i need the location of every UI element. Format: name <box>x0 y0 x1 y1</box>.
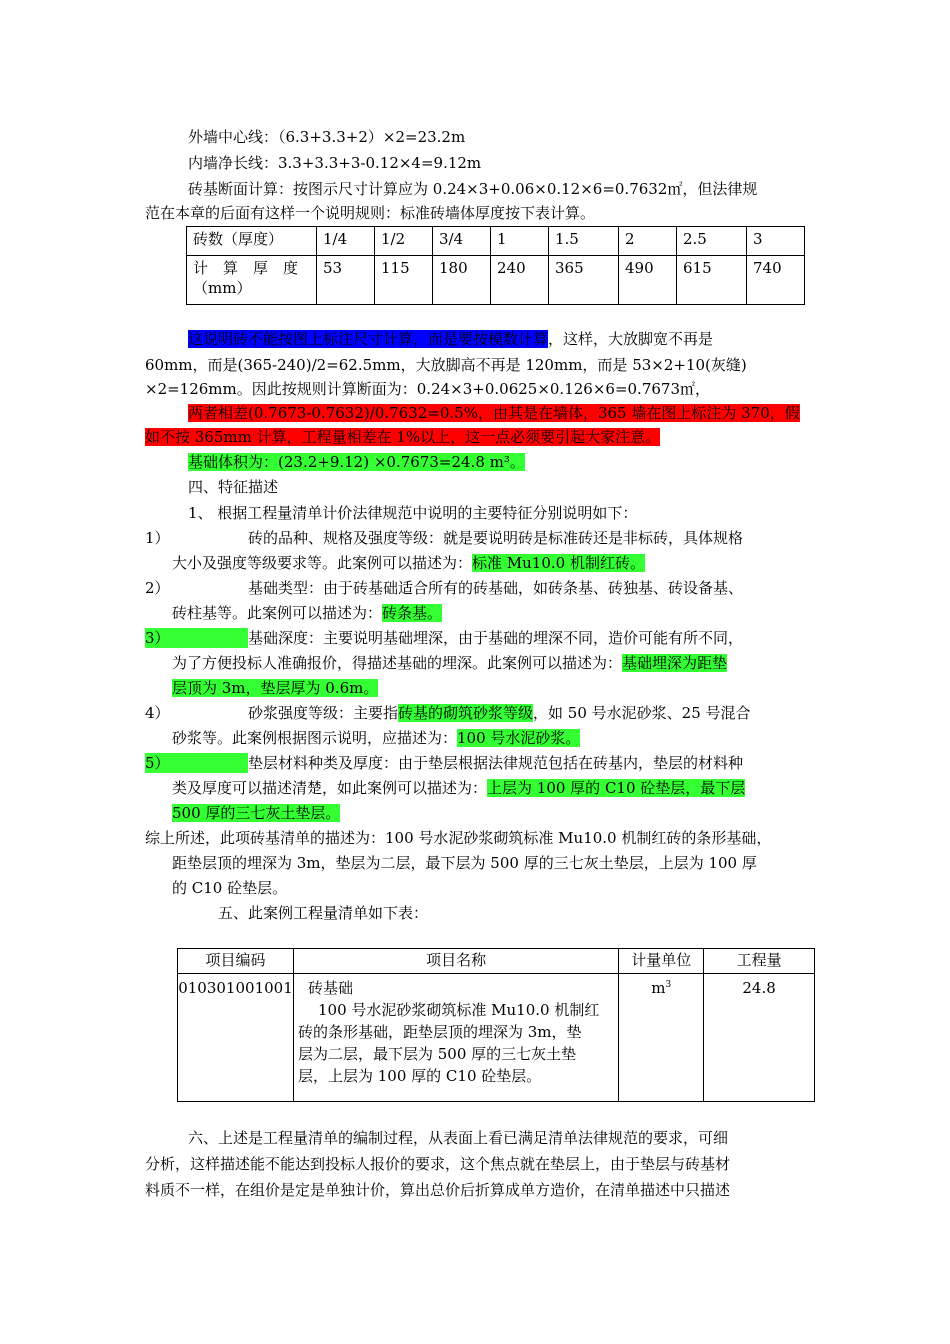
green-highlight: 标准 Mu10.0 机制红砖。 <box>472 554 645 572</box>
green-highlight: 基础埋深为距垫 <box>622 654 728 672</box>
section-calc-line2: 范在本章的后面有这样一个说明规则：标准砖墙体厚度按下表计算。 <box>145 204 596 222</box>
green-highlight: 500 厚的三七灰土垫层。 <box>172 804 341 822</box>
item-desc-line: 砖的条形基础，距垫层顶的埋深为 3m，垫 <box>297 1023 582 1041</box>
unit-exponent: 3 <box>665 980 672 990</box>
table-cell: 365 <box>549 256 619 305</box>
header-quantity: 工程量 <box>704 949 815 974</box>
header-unit: 计量单位 <box>619 949 704 974</box>
text: 砂浆等。此案例根据图示说明，应描述为： <box>172 729 458 747</box>
outer-wall-centerline: 外墙中心线：（6.3+3.3+2）×2=23.2m <box>188 128 466 146</box>
text: ，如 50 号水泥砂浆、25 号混合 <box>533 704 751 722</box>
modulus-note-line3: ×2=126mm。因此按规则计算断面为：0.24×3+0.0625×0.126×6=0.7673㎡， <box>145 380 710 398</box>
item-name <box>293 974 618 1102</box>
unit-base: m <box>651 979 666 997</box>
table-cell: 490 <box>619 256 677 305</box>
summary-line2: 距垫层顶的埋深为 3m，垫层为二层，最下层为 500 厚的三七灰土垫层，上层为 100 厚 <box>172 854 757 872</box>
table-cell: 2.5 <box>677 227 747 256</box>
item-1-num: 1） <box>145 529 170 547</box>
item-4-line1 <box>248 703 751 723</box>
item-desc-line: 层为二层，最下层为 500 厚的三七灰土垫 <box>297 1045 577 1063</box>
item-2-line2 <box>172 603 442 623</box>
table-cell: 3 <box>747 227 805 256</box>
item-5-line2 <box>172 778 745 798</box>
green-highlight: 上层为 100 厚的 C10 砼垫层，最下层 <box>487 779 746 797</box>
difference-note-line1 <box>188 403 800 423</box>
item-code: 010301001001 <box>178 974 294 1102</box>
brick-thickness-table <box>186 226 805 305</box>
header-name: 项目名称 <box>293 949 618 974</box>
bill-of-quantities-table <box>177 948 815 1102</box>
green-highlight: 砖基的砌筑砂浆等级 <box>398 704 534 722</box>
table-row <box>187 256 805 305</box>
item-desc-line: 层，上层为 100 厚的 C10 砼垫层。 <box>297 1067 542 1085</box>
feature-intro: 1、 根据工程量清单计价法律规范中说明的主要特征分别说明如下： <box>188 504 638 522</box>
section-heading-four: 四、特征描述 <box>188 478 279 496</box>
blue-highlight: 这说明砖不能按图上标注尺寸计算，而是要按模数计算 <box>188 330 549 348</box>
item-3-num: 3） <box>145 628 248 648</box>
red-highlight: 如不按 365mm 计算，工程量相差在 1%以上，这一点必须要引起大家注意。 <box>145 428 661 446</box>
section-six-line3: 料质不一样，在组价是定是单独计价，算出总价后折算成单方造价，在清单描述中只描述 <box>145 1181 731 1199</box>
item-2-num: 2） <box>145 579 170 597</box>
text: 砂浆强度等级：主要指 <box>248 704 399 722</box>
table-cell: 砖数（厚度） <box>187 227 317 256</box>
text: 为了方便投标人准确报价，得描述基础的埋深。此案例可以描述为： <box>172 654 623 672</box>
green-highlight: 层顶为 3m，垫层厚为 0.6m。 <box>172 679 379 697</box>
item-1-line2 <box>172 553 645 573</box>
table-row <box>187 227 805 256</box>
item-1-line1: 砖的品种、规格及强度等级：就是要说明砖是标准砖还是非标砖，具体规格 <box>248 529 744 547</box>
text: 砖柱基等。此案例可以描述为： <box>172 604 383 622</box>
item-4-line2 <box>172 728 580 748</box>
text: ，这样，大放脚宽不再是 <box>548 330 714 348</box>
inner-wall-net-length: 内墙净长线：3.3+3.3+3-0.12×4=9.12m <box>188 154 482 172</box>
section-heading-five: 五、此案例工程量清单如下表： <box>218 904 429 922</box>
table-cell: 1/4 <box>317 227 375 256</box>
item-5-line1: 垫层材料种类及厚度：由于垫层根据法律规范包括在砖基内，垫层的材料种 <box>248 754 744 772</box>
section-calc-line1: 砖基断面计算：按图示尺寸计算应为 0.24×3+0.06×0.12×6=0.7632㎡，但法律规 <box>188 180 758 198</box>
table-cell: 115 <box>375 256 433 305</box>
text: 类及厚度可以描述清楚，如此案例可以描述为： <box>172 779 488 797</box>
text: 大小及强度等级要求等。此案例可以描述为： <box>172 554 473 572</box>
header-code: 项目编码 <box>178 949 294 974</box>
summary-line1: 综上所述，此项砖基清单的描述为：100 号水泥砂浆砌筑标准 Mu10.0 机制红砖的条形基础， <box>145 829 772 847</box>
green-highlight: 100 号水泥砂浆。 <box>457 729 581 747</box>
modulus-note-line2: 60mm，而是(365-240)/2=62.5mm，大放脚高不再是 120mm，而是 53×2+10(灰缝) <box>145 356 747 374</box>
thickness-unit: （mm） <box>193 279 252 297</box>
item-3-line2 <box>172 653 727 673</box>
table-cell: 1 <box>491 227 549 256</box>
section-six-line1: 六、上述是工程量清单的编制过程，从表面上看已满足清单法律规范的要求，可细 <box>188 1129 729 1147</box>
table-row <box>178 974 815 1102</box>
summary-line3: 的 C10 砼垫层。 <box>172 879 288 897</box>
table-cell: 615 <box>677 256 747 305</box>
table-cell: 1/2 <box>375 227 433 256</box>
green-highlight: 砖条基。 <box>382 604 443 622</box>
item-2-line1: 基础类型：由于砖基础适合所有的砖基础，如砖条基、砖独基、砖设备基、 <box>248 579 744 597</box>
item-unit <box>619 974 704 1102</box>
item-3-line1: 基础深度：主要说明基础埋深，由于基础的埋深不同，造价可能有所不同， <box>248 629 744 647</box>
item-quantity: 24.8 <box>704 974 815 1102</box>
item-5-num: 5） <box>145 753 248 773</box>
table-cell: 180 <box>433 256 491 305</box>
green-highlight: 基础体积为：(23.2+9.12) ×0.7673=24.8 m³。 <box>188 453 525 471</box>
red-highlight: 两者相差(0.7673-0.7632)/0.7632=0.5%，由其是在墙体，365 墙在图上标注为 370，假 <box>188 404 800 422</box>
table-cell: 53 <box>317 256 375 305</box>
foundation-volume <box>188 452 525 472</box>
table-cell: 1.5 <box>549 227 619 256</box>
item-title: 砖基础 <box>307 979 353 997</box>
difference-note-line2 <box>145 427 660 447</box>
table-cell <box>187 256 317 305</box>
item-desc-line: 100 号水泥砂浆砌筑标准 Mu10.0 机制红 <box>317 1001 600 1019</box>
item-4-num: 4） <box>145 704 170 722</box>
table-cell: 740 <box>747 256 805 305</box>
table-cell: 240 <box>491 256 549 305</box>
thickness-label: 计 算 厚 度 <box>193 259 299 277</box>
item-5-line3 <box>172 803 340 823</box>
item-3-line3 <box>172 678 378 698</box>
table-row <box>178 949 815 974</box>
modulus-note-line1 <box>188 329 713 349</box>
table-cell: 3/4 <box>433 227 491 256</box>
table-cell: 2 <box>619 227 677 256</box>
section-six-line2: 分析，这样描述能不能达到投标人报价的要求，这个焦点就在垫层上，由于垫层与砖基材 <box>145 1155 731 1173</box>
